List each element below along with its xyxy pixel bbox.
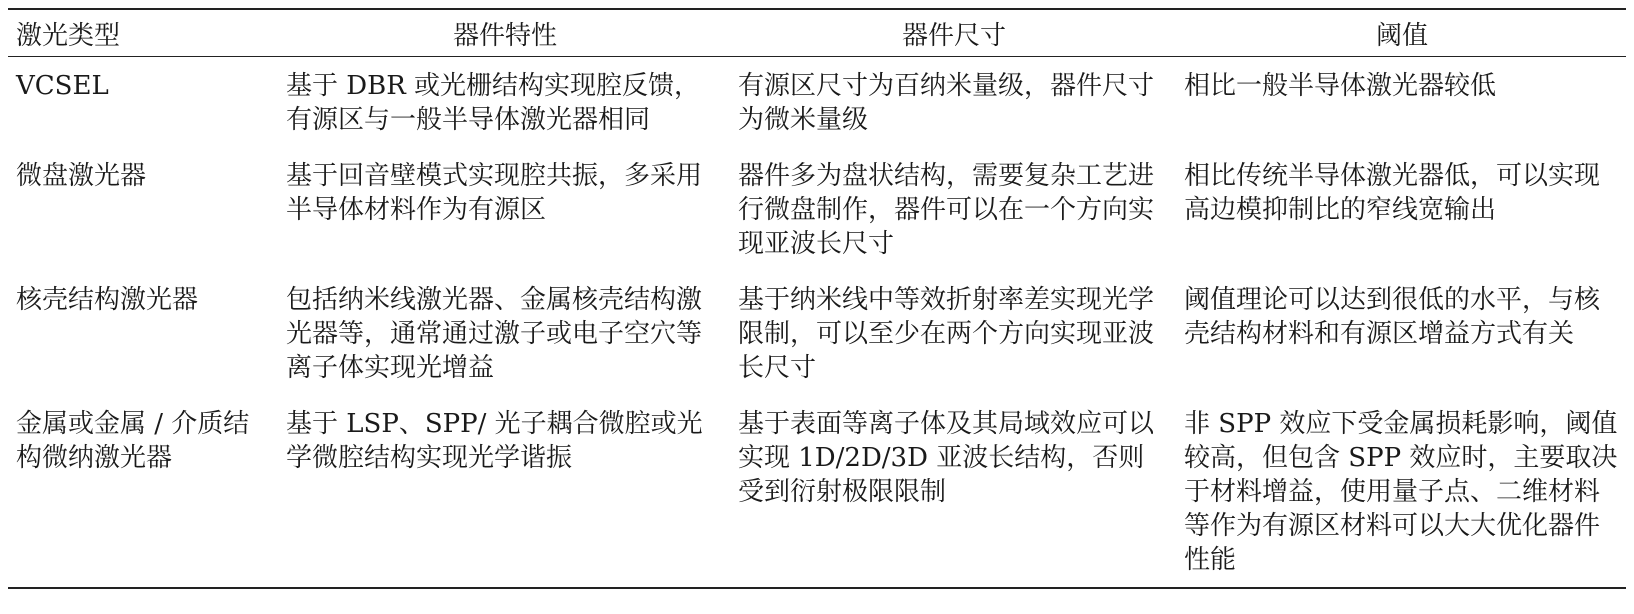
cell-size: 器件多为盘状结构，需要复杂工艺进行微盘制作，器件可以在一个方向实现亚波长尺寸	[738, 161, 1155, 259]
table-header	[8, 9, 1626, 57]
cell-size: 有源区尺寸为百纳米量级，器件尺寸为微米量级	[738, 71, 1155, 135]
cell-laser-type: 金属或金属 / 介质结构微纳激光器	[16, 409, 250, 473]
cell-size: 基于纳米线中等效折射率差实现光学限制，可以至少在两个方向实现亚波长尺寸	[738, 285, 1155, 383]
table-row	[8, 147, 1626, 271]
cell-threshold: 相比一般半导体激光器较低	[1184, 71, 1497, 101]
cell-threshold: 阈值理论可以达到很低的水平，与核壳结构材料和有源区增益方式有关	[1184, 285, 1601, 349]
cell-characteristics: 包括纳米线激光器、金属核壳结构激光器等，通常通过激子或电子空穴等离子体实现光增益	[286, 285, 703, 383]
cell-size: 基于表面等离子体及其局域效应可以实现 1D/2D/3D 亚波长结构，否则受到衍射极限限制	[738, 409, 1155, 507]
table-row	[8, 57, 1626, 148]
cell-characteristics: 基于 DBR 或光栅结构实现腔反馈，有源区与一般半导体激光器相同	[286, 71, 701, 135]
laser-comparison-table-container	[8, 8, 1626, 589]
table-body	[8, 57, 1626, 589]
header-device-size: 器件尺寸	[901, 20, 1006, 51]
header-laser-type: 激光类型	[16, 20, 121, 51]
cell-threshold: 非 SPP 效应下受金属损耗影响，阈值较高，但包含 SPP 效应时，主要取决于材料增益，使用量子点、二维材料等作为有源区材料可以大大优化器件性能	[1184, 409, 1618, 575]
header-row	[8, 9, 1626, 57]
laser-comparison-table	[8, 8, 1626, 589]
cell-threshold: 相比传统半导体激光器低，可以实现高边模抑制比的窄线宽输出	[1184, 161, 1601, 225]
header-threshold: 阈值	[1375, 20, 1428, 51]
table-row	[8, 271, 1626, 395]
cell-characteristics: 基于回音壁模式实现腔共振，多采用半导体材料作为有源区	[286, 161, 703, 225]
header-device-characteristics: 器件特性	[452, 20, 557, 51]
cell-laser-type: VCSEL	[16, 71, 109, 101]
cell-laser-type: 核壳结构激光器	[16, 285, 199, 315]
cell-characteristics: 基于 LSP、SPP/ 光子耦合微腔或光学微腔结构实现光学谐振	[286, 409, 703, 473]
cell-laser-type: 微盘激光器	[16, 161, 147, 191]
table-row	[8, 395, 1626, 588]
